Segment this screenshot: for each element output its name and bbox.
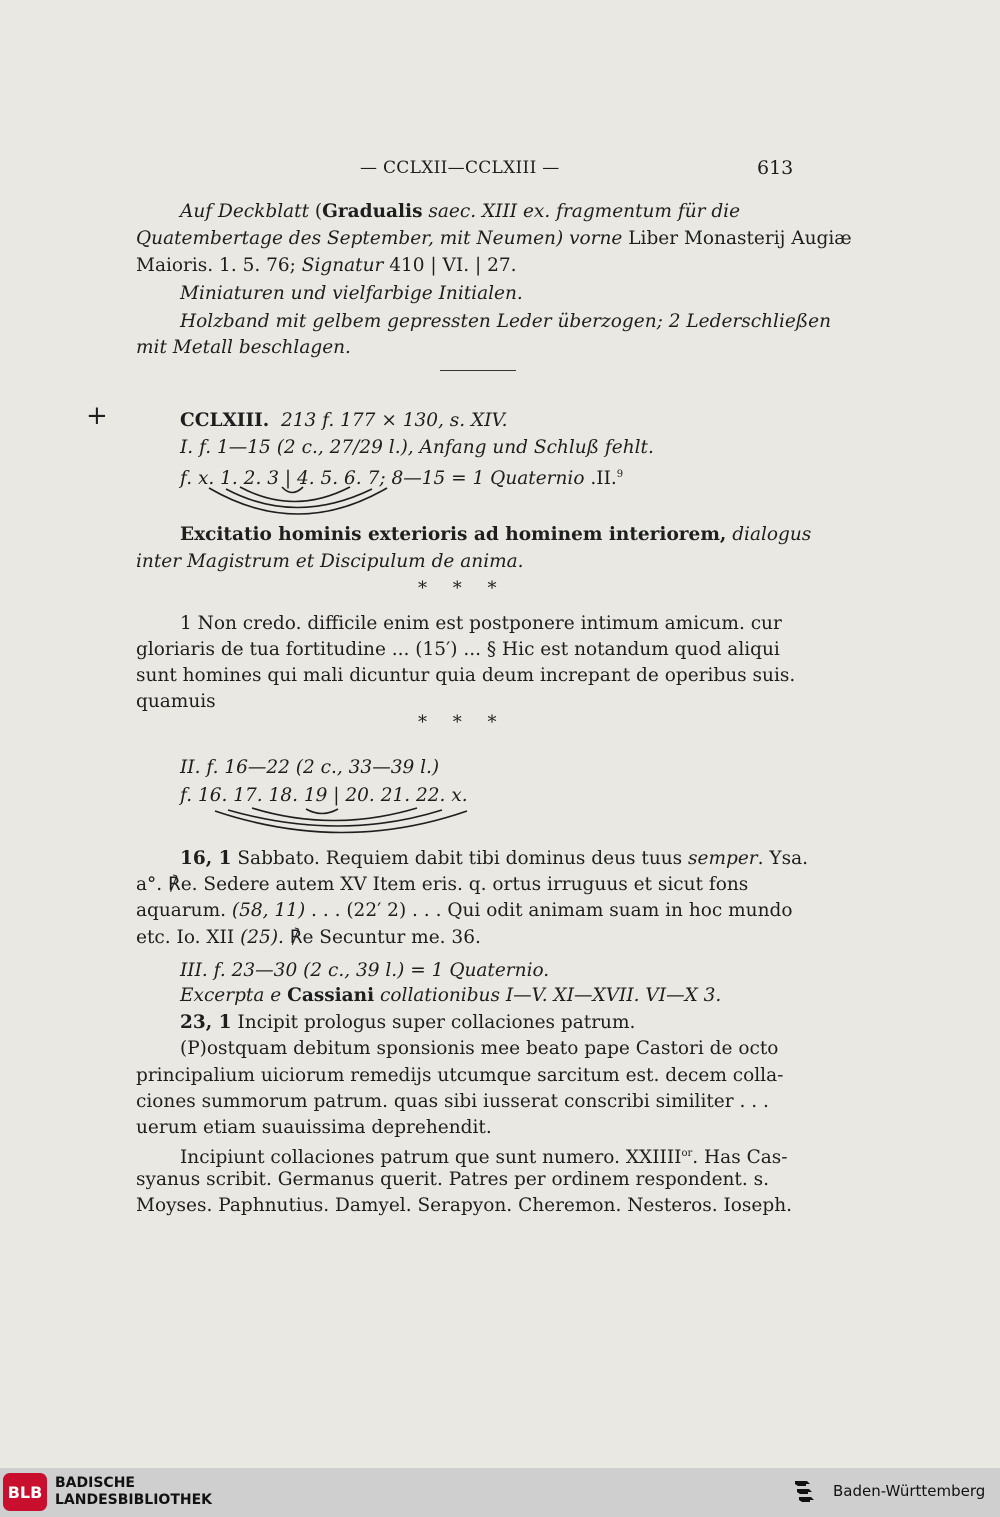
footer-bar xyxy=(0,1468,1000,1517)
section-divider xyxy=(440,370,516,371)
part1-quire: f. x. 1. 2. 3 | 4. 5. 6. 7; 8—15 = 1 Quaternio .II.$^9$ xyxy=(180,468,624,490)
state-name[interactable]: Baden-Württemberg xyxy=(833,1482,986,1500)
text3-line-4: ciones summorum patrum. quas sibi iusserat conscribi similiter . . . xyxy=(136,1091,769,1112)
cover-line-2: mit Metall beschlagen. xyxy=(136,337,351,358)
text1-line-4: quamuis xyxy=(136,691,216,712)
quire-arc-2-mid-b xyxy=(228,810,442,826)
binding-line-1: Auf Deckblatt (Gradualis saec. XIII ex. fragmentum für die xyxy=(180,201,741,222)
binding-line-2: Quatembertage des September, mit Neumen) vorne Liber Monasterij Augiæ xyxy=(136,228,852,249)
binding-line-3: Maioris. 1. 5. 76; Signatur 410 | VI. | 27. xyxy=(136,255,517,276)
work3-title: Excerpta e Cassiani collationibus I—V. XI—XVII. VI—X 3. xyxy=(180,985,722,1006)
running-header: — CCLXII—CCLXIII — xyxy=(360,158,560,178)
part3-title: III. f. 23—30 (2 c., 39 l.) = 1 Quaternio. xyxy=(180,960,550,981)
text3-line-5: uerum etiam suauissima deprehendit. xyxy=(136,1117,492,1138)
text2-line-1: 16, 1 Sabbato. Requiem dabit tibi dominus deus tuus semper. Ysa. xyxy=(180,848,809,869)
entry-heading: CCLXIII. 213 f. 177 ⨯ 130, s. XIV. xyxy=(180,410,508,431)
part2-quire: f. 16. 17. 18. 19 | 20. 21. 22. x. xyxy=(180,785,468,806)
margin-mark: + xyxy=(86,401,108,431)
text2-line-2: a°. ℟e. Sedere autem XV Item eris. q. ortus irruguus et sicut fons xyxy=(136,874,749,895)
blb-logo[interactable]: BLB xyxy=(3,1473,47,1511)
text3-line-6: Incipiunt collaciones patrum que sunt numero. $XXIIII^{or}$. Has Cas- xyxy=(180,1147,788,1169)
quire-arc-2-mid-a xyxy=(252,808,417,821)
text3-line-8: Moyses. Paphnutius. Damyel. Serapyon. Cheremon. Nesteros. Ioseph. xyxy=(136,1195,793,1216)
quire-arc-2-inner xyxy=(306,809,338,814)
library-name[interactable]: BADISCHE LANDESBIBLIOTHEK xyxy=(55,1475,213,1508)
text3-line-1: 23, 1 Incipit prologus super collaciones patrum. xyxy=(180,1012,636,1033)
asterism-2: * * * xyxy=(418,712,507,733)
lions-coat-of-arms-icon xyxy=(792,1477,822,1507)
text3-line-3: principalium uiciorum remedijs utcumque sarcitum est. decem colla- xyxy=(136,1065,784,1086)
part2-title: II. f. 16—22 (2 c., 33—39 l.) xyxy=(180,757,440,778)
miniatures-line: Miniaturen und vielfarbige Initialen. xyxy=(180,283,523,304)
text2-line-4: etc. Io. XII (25). ℟e Secuntur me. 36. xyxy=(136,927,481,948)
text1-line-1: 1 Non credo. difficile enim est postponere intimum amicum. cur xyxy=(180,613,782,634)
quire-arc-2-outer xyxy=(215,811,467,833)
cover-line-1: Holzband mit gelbem gepressten Leder überzogen; 2 Lederschließen xyxy=(180,311,832,332)
page-number: 613 xyxy=(757,157,794,179)
text3-line-7: syanus scribit. Germanus querit. Patres per ordinem respondent. s. xyxy=(136,1169,770,1190)
work1-title-line-2: inter Magistrum et Discipulum de anima. xyxy=(136,551,524,572)
asterism-1: * * * xyxy=(418,578,507,599)
work1-title-line-1: Excitatio hominis exterioris ad hominem interiorem, dialogus xyxy=(180,524,812,545)
part1-title: I. f. 1—15 (2 c., 27/29 l.), Anfang und Schluß fehlt. xyxy=(180,437,654,458)
text1-line-3: sunt homines qui mali dicuntur quia deum increpant de operibus suis. xyxy=(136,665,796,686)
text1-line-2: gloriaris de tua fortitudine ... (15′) ... § Hic est notandum quod aliqui xyxy=(136,639,780,660)
text2-line-3: aquarum. (58, 11) . . . (22′ 2) . . . Qui odit animam suam in hoc mundo xyxy=(136,900,793,921)
text3-line-2: (P)ostquam debitum sponsionis mee beato pape Castori de octo xyxy=(180,1038,779,1059)
